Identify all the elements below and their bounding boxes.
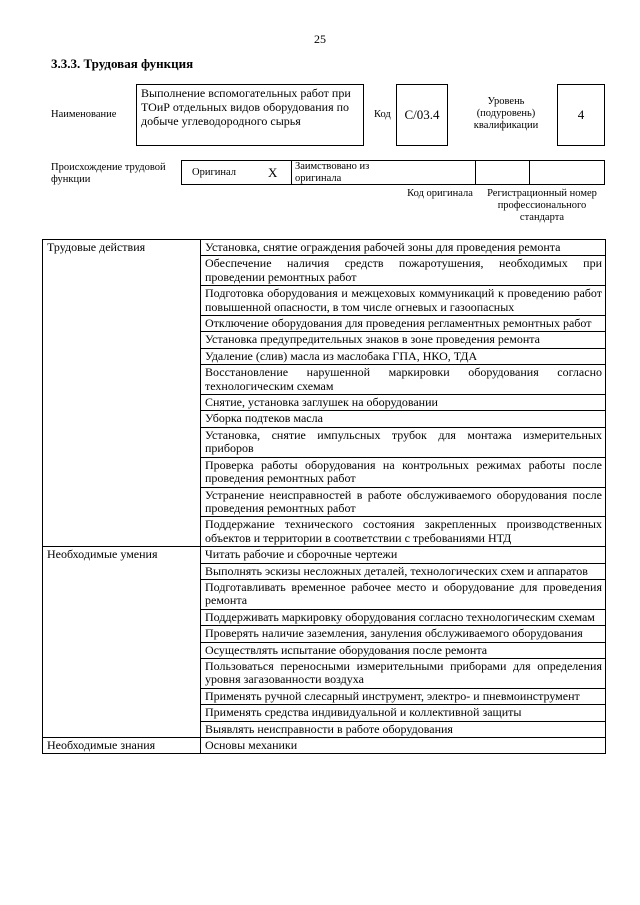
original-label: Оригинал bbox=[192, 167, 236, 178]
section-title: 3.3.3. Трудовая функция bbox=[51, 56, 194, 71]
origin-row bbox=[181, 160, 605, 185]
table-item: Выявлять неисправности в работе оборудования bbox=[201, 721, 606, 737]
borrowed-cell bbox=[292, 161, 476, 184]
section-title-cell: Необходимые знания bbox=[43, 738, 201, 754]
table-item: Восстановление нарушенной маркировки оборудования согласно технологическим схемам bbox=[201, 365, 606, 395]
table-item: Поддерживать маркировку оборудования согласно технологическим схемам bbox=[201, 609, 606, 625]
table-item: Установка, снятие ограждения рабочей зоны для проведения ремонта bbox=[201, 240, 606, 256]
table-item: Осуществлять испытание оборудования после ремонта bbox=[201, 642, 606, 658]
table-item: Выполнять эскизы несложных деталей, технологических схем и аппаратов bbox=[201, 563, 606, 579]
code-original-caption: Код оригинала bbox=[407, 188, 473, 199]
original-mark: X bbox=[268, 165, 278, 180]
table-row bbox=[43, 240, 606, 256]
table-item: Пользоваться переносными измерительными приборами для определения уровня загазованности воздуха bbox=[201, 658, 606, 688]
table-item: Проверять наличие заземления, зануления обслуживаемого оборудования bbox=[201, 626, 606, 642]
level-label: Уровень (подуровень) квалификации bbox=[473, 96, 539, 131]
table-row bbox=[43, 738, 606, 754]
table-item: Читать рабочие и сборочные чертежи bbox=[201, 547, 606, 563]
table-item: Обеспечение наличия средств пожаротушения, необходимых при проведении ремонтных работ bbox=[201, 256, 606, 286]
table-item: Отключение оборудования для проведения регламентных ремонтных работ bbox=[201, 316, 606, 332]
table-item: Удаление (слив) масла из маслобака ГПА, НКО, ТДА bbox=[201, 348, 606, 364]
original-cell bbox=[182, 161, 292, 184]
code-original-cell bbox=[476, 161, 530, 184]
labor-function-table bbox=[42, 239, 606, 754]
table-item: Применять ручной слесарный инструмент, электро- и пневмоинструмент bbox=[201, 688, 606, 704]
table-item: Подготавливать временное рабочее место и оборудование для проведения ремонта bbox=[201, 579, 606, 609]
table-item: Снятие, установка заглушек на оборудовании bbox=[201, 395, 606, 411]
borrowed-label: Заимствовано из оригинала bbox=[295, 161, 370, 184]
table-item: Поддержание технического состояния закрепленных производственных объектов и территории в соответствии с требованиями НТД bbox=[201, 517, 606, 547]
code-label: Код bbox=[374, 109, 391, 120]
table-item: Основы механики bbox=[201, 738, 606, 754]
name-label: Наименование bbox=[51, 109, 117, 120]
page-number: 25 bbox=[314, 32, 326, 46]
table-item: Установка, снятие импульсных трубок для монтажа измерительных приборов bbox=[201, 427, 606, 457]
table-item: Проверка работы оборудования на контрольных режимах работы после проведения ремонтных работ bbox=[201, 457, 606, 487]
reg-number-cell bbox=[530, 161, 604, 184]
reg-number-caption: Регистрационный номер профессионального стандарта bbox=[487, 188, 597, 223]
level-value: 4 bbox=[557, 84, 605, 146]
table-row bbox=[43, 547, 606, 563]
section-title-cell: Необходимые умения bbox=[43, 547, 201, 738]
table-item: Подготовка оборудования и межцеховых коммуникаций к проведению работ повышенной опасности, в том числе огневых и газоопасных bbox=[201, 286, 606, 316]
table-item: Применять средства индивидуальной и коллективной защиты bbox=[201, 705, 606, 721]
origin-label: Происхождение трудовой функции bbox=[51, 162, 166, 185]
code-value: C/03.4 bbox=[396, 84, 448, 146]
table-item: Уборка подтеков масла bbox=[201, 411, 606, 427]
table-item: Устранение неисправностей в работе обслуживаемого оборудования после проведения ремонтных работ bbox=[201, 487, 606, 517]
function-name-box: Выполнение вспомогательных работ при ТОиР отдельных видов оборудования по добыче углеводородного сырья bbox=[136, 84, 364, 146]
table-item: Установка предупредительных знаков в зоне проведения ремонта bbox=[201, 332, 606, 348]
section-title-cell: Трудовые действия bbox=[43, 240, 201, 547]
